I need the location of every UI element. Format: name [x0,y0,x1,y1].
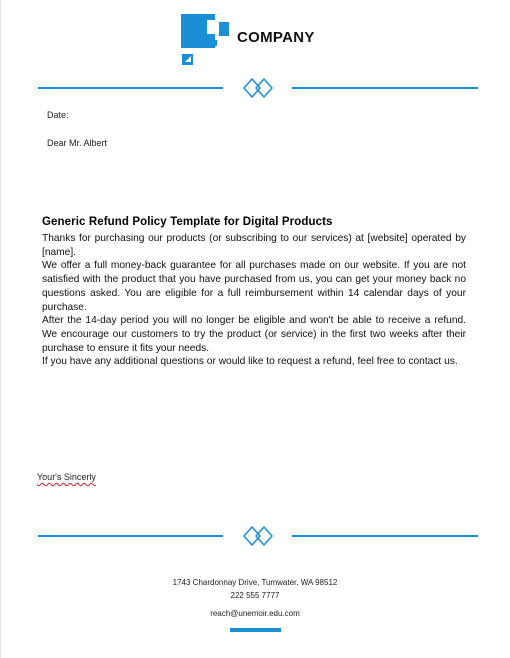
closing: Your's Sincerly [37,472,96,482]
date-label: Date: [47,110,69,120]
body-paragraph: We offer a full money-back guarantee for all purchases made on our website. If you are not satisfied with the product that you have purchased from us, you can get your money back no questions asked. You are eligible for a full reimbursement within 14 calendar days of your purchase. [42,260,466,313]
company-name: COMPANY [237,29,315,46]
page-edge [0,0,1,658]
footer-address: 1743 Chardonnay Drive, Tumwater, WA 98512 [172,578,338,587]
diamond-ornament-icon [243,525,273,547]
body-paragraph: Thanks for purchasing our products (or subscribing to our services) at [website] operated by [name]. [42,233,466,258]
salutation: Dear Mr. Albert [47,138,108,148]
footer-phone: 222 555 7777 [230,591,280,600]
footer-email: reach@unemoir.edu.com [210,609,300,618]
body-paragraph: After the 14-day period you will no longer be eligible and won't be able to receive a refund. We encourage our customers to try the product (or service) in the first two weeks after their purchase to ensure it fits your needs. [42,315,466,354]
bottom-divider [38,525,478,547]
square-logo-icon [181,14,231,66]
footer-accent-bar [230,628,281,632]
diamond-ornament-icon [243,77,273,99]
document-title: Generic Refund Policy Template for Digital Products [42,216,333,228]
body-paragraph: If you have any additional questions or would like to request a refund, feel free to contact us. [42,356,458,368]
top-divider [38,77,478,99]
letter-body [42,232,466,369]
